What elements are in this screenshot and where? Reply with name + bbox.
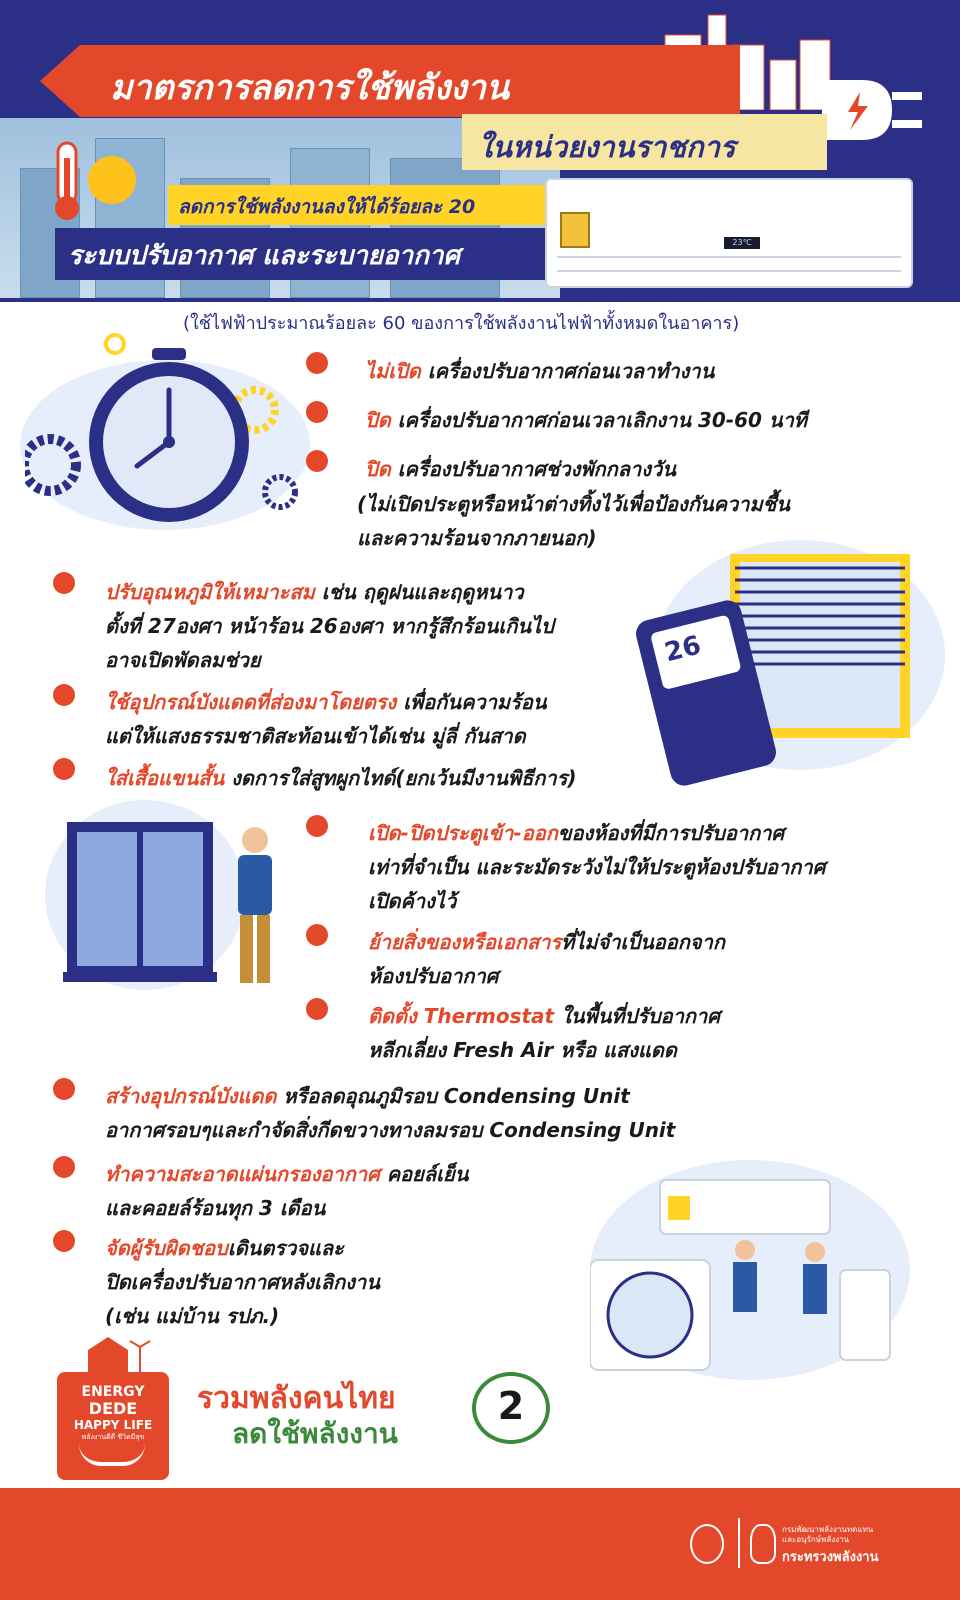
- target-text: ลดการใช้พลังงานลงให้ได้ร้อยละ 20: [178, 196, 476, 218]
- earth-badge-icon: 2: [472, 1372, 550, 1444]
- usage-note: (ใช้ไฟฟ้าประมาณร้อยละ 60 ของการใช้พลังงานไฟฟ้าทั้งหมดในอาคาร): [183, 313, 740, 334]
- measure-7-line-3: เปิดค้างไว้: [368, 889, 457, 913]
- ac-temperature-display: 23℃: [724, 237, 760, 249]
- bullet-icon: [306, 924, 328, 946]
- bullet-icon: [306, 352, 328, 374]
- measure-9: ติดตั้ง Thermostat ในพื้นที่ปรับอากาศ: [368, 1004, 720, 1028]
- plug-icon: [822, 70, 942, 150]
- ministry-emblem-icon: [690, 1524, 724, 1564]
- measure-10: สร้างอุปกรณ์บังแดด หรือลดอุณภูมิรอบ Condensing Unit: [105, 1084, 630, 1108]
- measure-1: ไม่เปิด เครื่องปรับอากาศก่อนเวลาทำงาน: [365, 359, 715, 383]
- bullet-icon: [53, 684, 75, 706]
- energy-label-icon: [560, 212, 590, 248]
- bullet-icon: [306, 998, 328, 1020]
- measure-3: ปิด เครื่องปรับอากาศช่วงพักกลางวัน: [365, 457, 676, 481]
- measure-4: ปรับอุณหภูมิให้เหมาะสม เช่น ฤดูฝนและฤดูหนาว: [105, 580, 524, 604]
- measure-4-line-3: อาจเปิดพัดลมช่วย: [105, 648, 261, 672]
- measure-6: ใส่เสื้อแขนสั้น งดการใส่สูทผูกไทด์(ยกเว้นมีงานพิธีการ): [105, 766, 577, 790]
- page-title: มาตรการลดการใช้พลังงาน: [110, 68, 510, 108]
- dede-emblem-icon: [750, 1524, 776, 1564]
- bullet-icon: [53, 758, 75, 780]
- bullet-icon: [306, 401, 328, 423]
- air-conditioner-illustration: [545, 178, 913, 288]
- measure-8-line-2: ห้องปรับอากาศ: [368, 964, 499, 988]
- measure-3-line-3: และความร้อนจากภายนอก): [357, 526, 597, 550]
- measure-9-line-2: หลีกเลี่ยง Fresh Air หรือ แสงแดด: [368, 1038, 677, 1062]
- slogan-line-2: ลดใช้พลังงาน: [232, 1417, 398, 1450]
- wind-turbine-icon: [78, 1335, 158, 1375]
- page-subtitle: ในหน่วยงานราชการ: [478, 130, 736, 164]
- system-heading: ระบบปรับอากาศ และระบายอากาศ: [68, 241, 461, 271]
- energy-dede-logo: ENERGY DEDE HAPPY LIFE พลังงานดีดี ชีวิตมีสุข: [57, 1372, 169, 1480]
- measure-8: ย้ายสิ่งของหรือเอกสารที่ไม่จำเป็นออกจาก: [368, 930, 725, 954]
- bullet-icon: [53, 1078, 75, 1100]
- bullet-icon: [53, 572, 75, 594]
- smile-icon: [79, 1444, 145, 1466]
- technicians-illustration: [590, 1170, 910, 1390]
- measure-12-line-3: (เช่น แม่บ้าน รปภ.): [105, 1304, 280, 1328]
- measure-5: ใช้อุปกรณ์บังแดดที่ส่องมาโดยตรง เพื่อกันความร้อน: [105, 690, 547, 714]
- measure-4-line-2: ตั้งที่ 27องศา หน้าร้อน 26องศา หากรู้สึกร้อนเกินไป: [105, 614, 554, 638]
- measure-2: ปิด เครื่องปรับอากาศก่อนเวลาเลิกงาน 30-60 นาที: [365, 408, 807, 432]
- measure-3-line-2: (ไม่เปิดประตูหรือหน้าต่างทิ้งไว้เพื่อป้องกันความชื้น: [357, 492, 790, 516]
- measure-5-line-2: แต่ให้แสงธรรมชาติสะท้อนเข้าได้เช่น มู่ลี่ กันสาด: [105, 724, 526, 748]
- measure-11-line-2: และคอยล์ร้อนทุก 3 เดือน: [105, 1196, 326, 1220]
- measure-10-line-2: อากาศรอบๆและกำจัดสิ่งกีดขวางทางลมรอบ Condensing Unit: [105, 1118, 676, 1142]
- measure-12: จัดผู้รับผิดชอบเดินตรวจและ: [105, 1236, 344, 1260]
- bullet-icon: [53, 1156, 75, 1178]
- bullet-icon: [306, 450, 328, 472]
- measure-7: เปิด-ปิดประตูเข้า-ออกของห้องที่มีการปรับอากาศ: [368, 821, 785, 845]
- slogan-line-1: รวมพลังคนไทย: [197, 1381, 396, 1416]
- thermometer-sun-icon: [50, 138, 150, 228]
- stopwatch-icon: [25, 330, 315, 530]
- footer-bar: กรมพัฒนาพลังงานทดแทน และอนุรักษ์พลังงาน กระทรวงพลังงาน: [0, 1488, 960, 1600]
- measure-7-line-2: เท่าที่จำเป็น และระมัดระวังไม่ให้ประตูห้องปรับอากาศ: [368, 855, 826, 879]
- remote-display: 26: [650, 614, 742, 690]
- bullet-icon: [53, 1230, 75, 1252]
- bullet-icon: [306, 815, 328, 837]
- measure-11: ทำความสะอาดแผ่นกรองอากาศ คอยล์เย็น: [105, 1162, 469, 1186]
- measure-12-line-2: ปิดเครื่องปรับอากาศหลังเลิกงาน: [105, 1270, 380, 1294]
- door-man-illustration: [55, 780, 315, 995]
